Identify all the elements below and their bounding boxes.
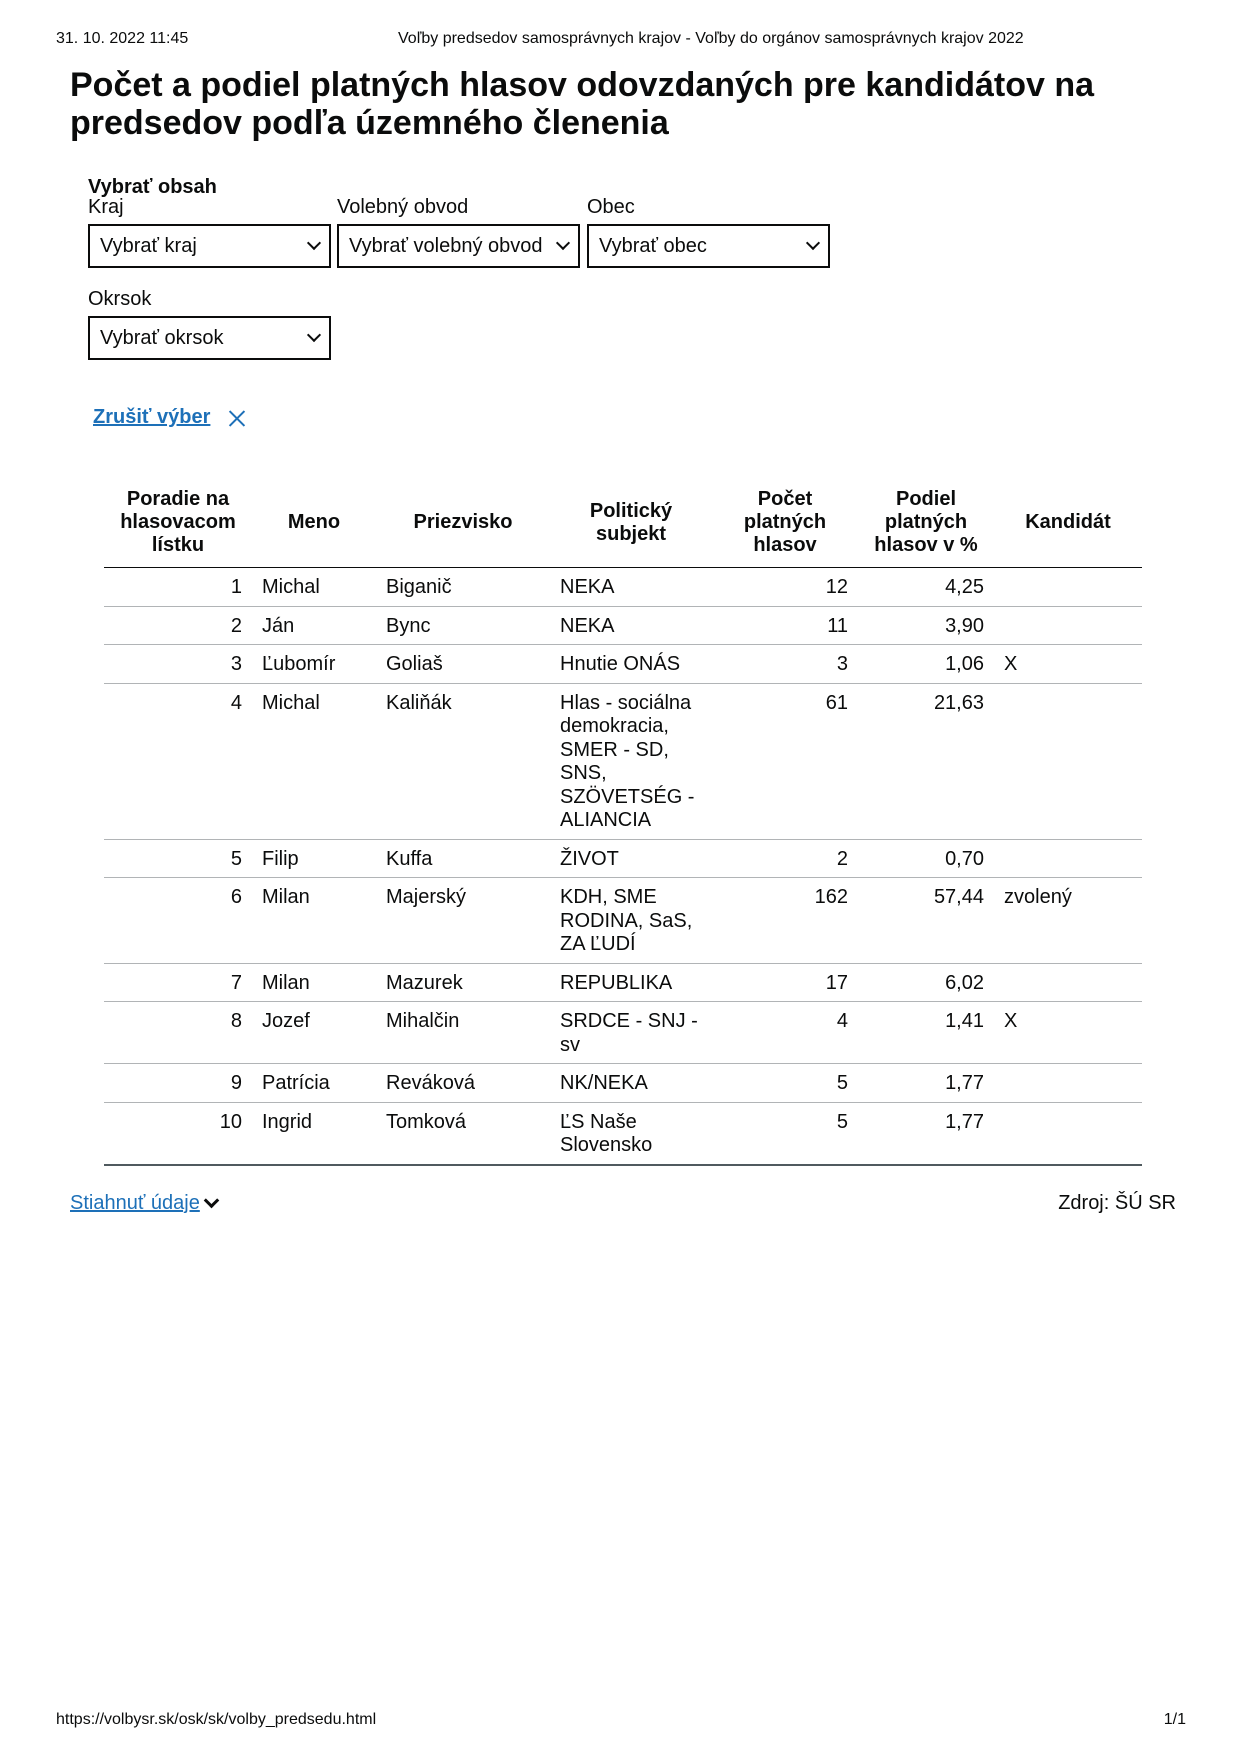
header-name: Meno: [252, 484, 376, 568]
cell-party: REPUBLIKA: [550, 963, 712, 1002]
cell-candidate: [994, 683, 1142, 839]
download-data: [70, 1192, 217, 1215]
cell-share: 1,77: [858, 1102, 994, 1165]
cell-party: Hlas - sociálna demokracia, SMER - SD, SNS, SZÖVETSÉG - ALIANCIA: [550, 683, 712, 839]
chevron-down-icon: [556, 236, 570, 250]
cell-order: 3: [104, 645, 252, 684]
cell-name: Michal: [252, 683, 376, 839]
cell-surname: Kaliňák: [376, 683, 550, 839]
cell-order: 1: [104, 568, 252, 607]
cell-party: ĽS Naše Slovensko: [550, 1102, 712, 1165]
table-row: [104, 1002, 1142, 1064]
okrsok-select[interactable]: [88, 316, 331, 360]
source-note: Zdroj: ŠÚ SR: [1058, 1192, 1176, 1214]
cell-surname: Biganič: [376, 568, 550, 607]
cell-surname: Tomková: [376, 1102, 550, 1165]
obvod-select-value: Vybrať volebný obvod: [349, 234, 543, 257]
cell-order: 2: [104, 606, 252, 645]
clear-selection-link[interactable]: Zrušiť výber: [93, 406, 211, 428]
print-document-title: Voľby predsedov samosprávnych krajov - Voľby do orgánov samosprávnych krajov 2022: [398, 30, 1024, 47]
cell-name: Milan: [252, 878, 376, 964]
cell-votes: 5: [712, 1064, 858, 1103]
cell-name: Milan: [252, 963, 376, 1002]
cell-candidate: [994, 963, 1142, 1002]
download-data-link[interactable]: Stiahnuť údaje: [70, 1192, 200, 1214]
kraj-field: [88, 196, 331, 268]
cell-order: 10: [104, 1102, 252, 1165]
cell-name: Ingrid: [252, 1102, 376, 1165]
table-row: [104, 839, 1142, 878]
chevron-down-icon: [806, 236, 820, 250]
cell-party: NK/NEKA: [550, 1064, 712, 1103]
cell-name: Michal: [252, 568, 376, 607]
cell-votes: 162: [712, 878, 858, 964]
obec-label: Obec: [587, 196, 635, 218]
obvod-select[interactable]: [337, 224, 580, 268]
cell-votes: 2: [712, 839, 858, 878]
table-row: [104, 1102, 1142, 1165]
okrsok-label: Okrsok: [88, 288, 152, 310]
kraj-select[interactable]: [88, 224, 331, 268]
okrsok-select-value: Vybrať okrsok: [100, 326, 224, 349]
cell-party: ŽIVOT: [550, 839, 712, 878]
cell-party: SRDCE - SNJ - sv: [550, 1002, 712, 1064]
chevron-down-icon[interactable]: [204, 1193, 220, 1209]
cell-votes: 4: [712, 1002, 858, 1064]
table-row: [104, 1064, 1142, 1103]
cell-party: NEKA: [550, 568, 712, 607]
cell-votes: 12: [712, 568, 858, 607]
cell-surname: Reváková: [376, 1064, 550, 1103]
print-page-number: 1/1: [1163, 1711, 1186, 1728]
cell-candidate: [994, 568, 1142, 607]
okrsok-field: [88, 288, 331, 360]
cell-share: 1,06: [858, 645, 994, 684]
cell-votes: 61: [712, 683, 858, 839]
cell-share: 57,44: [858, 878, 994, 964]
cell-party: KDH, SME RODINA, SaS, ZA ĽUDÍ: [550, 878, 712, 964]
print-datetime: 31. 10. 2022 11:45: [56, 30, 189, 47]
filters-title: Vybrať obsah: [88, 176, 217, 198]
obvod-field: [337, 196, 580, 268]
cell-surname: Mazurek: [376, 963, 550, 1002]
header-candidate: Kandidát: [994, 484, 1142, 568]
obec-select-value: Vybrať obec: [599, 234, 707, 257]
header-votes: Počet platných hlasov: [712, 484, 858, 568]
header-party: Politický subjekt: [550, 484, 712, 568]
obec-select[interactable]: [587, 224, 830, 268]
cell-surname: Mihalčin: [376, 1002, 550, 1064]
kraj-label: Kraj: [88, 196, 124, 218]
cell-surname: Kuffa: [376, 839, 550, 878]
cell-candidate: [994, 1102, 1142, 1165]
cell-surname: Goliaš: [376, 645, 550, 684]
cell-share: 4,25: [858, 568, 994, 607]
header-share: Podiel platných hlasov v %: [858, 484, 994, 568]
cell-order: 6: [104, 878, 252, 964]
cell-votes: 11: [712, 606, 858, 645]
cell-candidate: zvolený: [994, 878, 1142, 964]
cell-party: Hnutie ONÁS: [550, 645, 712, 684]
close-icon[interactable]: [228, 409, 246, 427]
cell-name: Jozef: [252, 1002, 376, 1064]
cell-order: 5: [104, 839, 252, 878]
print-header: [56, 30, 1186, 52]
cell-surname: Majerský: [376, 878, 550, 964]
table-row: [104, 568, 1142, 607]
cell-candidate: [994, 1064, 1142, 1103]
chevron-down-icon: [307, 236, 321, 250]
cell-candidate: [994, 839, 1142, 878]
cell-candidate: X: [994, 645, 1142, 684]
table-row: [104, 878, 1142, 964]
cell-share: 1,41: [858, 1002, 994, 1064]
table-row: [104, 645, 1142, 684]
table-row: [104, 963, 1142, 1002]
cell-order: 9: [104, 1064, 252, 1103]
cell-name: Filip: [252, 839, 376, 878]
obec-field: [587, 196, 830, 268]
table-row: [104, 683, 1142, 839]
cell-share: 3,90: [858, 606, 994, 645]
header-order: Poradie na hlasovacom lístku: [104, 484, 252, 568]
cell-name: Ľubomír: [252, 645, 376, 684]
table-row: [104, 606, 1142, 645]
cell-share: 6,02: [858, 963, 994, 1002]
cell-order: 7: [104, 963, 252, 1002]
header-surname: Priezvisko: [376, 484, 550, 568]
cell-candidate: [994, 606, 1142, 645]
cell-surname: Bync: [376, 606, 550, 645]
cell-share: 1,77: [858, 1064, 994, 1103]
chevron-down-icon: [307, 328, 321, 342]
cell-share: 0,70: [858, 839, 994, 878]
table-header-row: [104, 484, 1142, 568]
cell-name: Ján: [252, 606, 376, 645]
results-table: [104, 484, 1142, 1166]
page-title: Počet a podiel platných hlasov odovzdaných pre kandidátov na predsedov podľa územného členenia: [70, 66, 1095, 142]
cell-votes: 17: [712, 963, 858, 1002]
cell-share: 21,63: [858, 683, 994, 839]
print-url: https://volbysr.sk/osk/sk/volby_predsedu.html: [56, 1711, 377, 1728]
cell-name: Patrícia: [252, 1064, 376, 1103]
cell-candidate: X: [994, 1002, 1142, 1064]
cell-order: 4: [104, 683, 252, 839]
cell-votes: 5: [712, 1102, 858, 1165]
cell-party: NEKA: [550, 606, 712, 645]
cell-order: 8: [104, 1002, 252, 1064]
cell-votes: 3: [712, 645, 858, 684]
kraj-select-value: Vybrať kraj: [100, 234, 197, 257]
obvod-label: Volebný obvod: [337, 196, 469, 218]
clear-selection: [93, 406, 246, 429]
